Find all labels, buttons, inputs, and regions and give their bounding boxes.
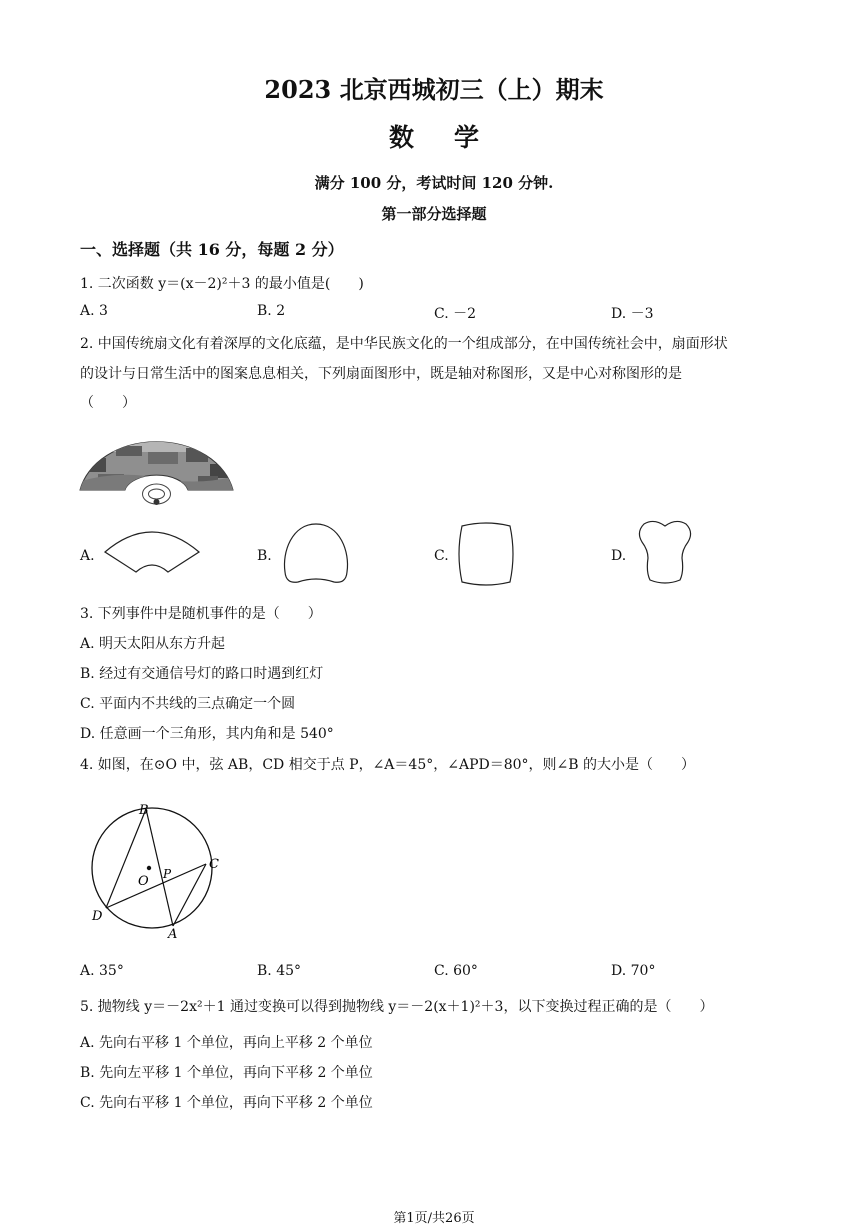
question-3-option-a: A. 明天太阳从东方升起 [80, 636, 226, 652]
question-2-option-d: D. [611, 548, 627, 564]
question-3-option-c: C. 平面内不共线的三点确定一个圆 [80, 696, 296, 712]
question-2-stem-line-2: 的设计与日常生活中的图案息息相关，下列扇面图形中，既是轴对称图形，又是中心对称图形的是 [80, 366, 682, 382]
fan-shape-a-icon [102, 528, 202, 576]
question-4-option-d: D. 70° [611, 963, 656, 979]
question-5-stem: 5. 抛物线 y＝－2x²＋1 通过变换可以得到抛物线 y＝－2(x＋1)²＋3，以下变换过程正确的是（ ） [80, 999, 714, 1015]
question-4-option-a: A. 35° [80, 963, 124, 979]
point-label-o: O [138, 874, 149, 889]
question-5-option-b: B. 先向左平移 1 个单位，再向下平移 2 个单位 [80, 1065, 373, 1081]
fan-shape-c-icon [456, 522, 516, 586]
question-2-stem-line-1: 2. 中国传统扇文化有着深厚的文化底蕴，是中华民族文化的一个组成部分，在中国传统社会中，扇面形状 [80, 336, 728, 352]
question-1-option-a: A. 3 [80, 303, 108, 319]
question-1-option-c: C. －2 [434, 306, 477, 322]
fan-painting-image [78, 418, 236, 508]
question-1-stem: 1. 二次函数 y＝(x－2)²＋3 的最小值是( ) [80, 276, 364, 292]
point-label-c: C [209, 857, 219, 872]
fan-shape-b-icon [280, 522, 352, 586]
question-2-option-a: A. [80, 548, 95, 564]
circle-geometry-figure [82, 792, 232, 942]
point-label-a: A [168, 927, 178, 942]
question-5-option-c: C. 先向右平移 1 个单位，再向下平移 2 个单位 [80, 1095, 373, 1111]
question-4-option-b: B. 45° [257, 963, 302, 979]
question-4-option-c: C. 60° [434, 963, 478, 979]
fan-shape-d-icon [636, 520, 694, 586]
page-footer: 第1页/共26页 [393, 1211, 475, 1226]
question-4-stem: 4. 如图，在⊙O 中，弦 AB，CD 相交于点 P，∠A＝45°，∠APD＝80°，则∠B 的大小是（ ） [80, 757, 695, 773]
question-1-option-d: D. －3 [611, 306, 654, 322]
page-title: 2023 北京西城初三（上）期末 [264, 75, 604, 104]
point-label-b: B [139, 803, 149, 818]
part-heading: 第一部分选择题 [381, 205, 487, 223]
question-2-option-b: B. [257, 548, 272, 564]
subject-title: 数学 [388, 123, 519, 152]
section-heading: 一、选择题（共 16 分，每题 2 分） [80, 240, 344, 259]
exam-meta: 满分 100 分，考试时间 120 分钟. [314, 174, 554, 192]
point-label-p: P [163, 867, 172, 881]
question-3-stem: 3. 下列事件中是随机事件的是（ ） [80, 606, 322, 622]
point-label-d: D [92, 909, 103, 924]
question-3-option-b: B. 经过有交通信号灯的路口时遇到红灯 [80, 666, 324, 682]
question-2-option-c: C. [434, 548, 449, 564]
question-2-stem-line-3: （ ） [80, 395, 136, 411]
question-5-option-a: A. 先向右平移 1 个单位，再向上平移 2 个单位 [80, 1035, 373, 1051]
question-3-option-d: D. 任意画一个三角形，其内角和是 540° [80, 726, 334, 742]
question-1-option-b: B. 2 [257, 303, 286, 319]
